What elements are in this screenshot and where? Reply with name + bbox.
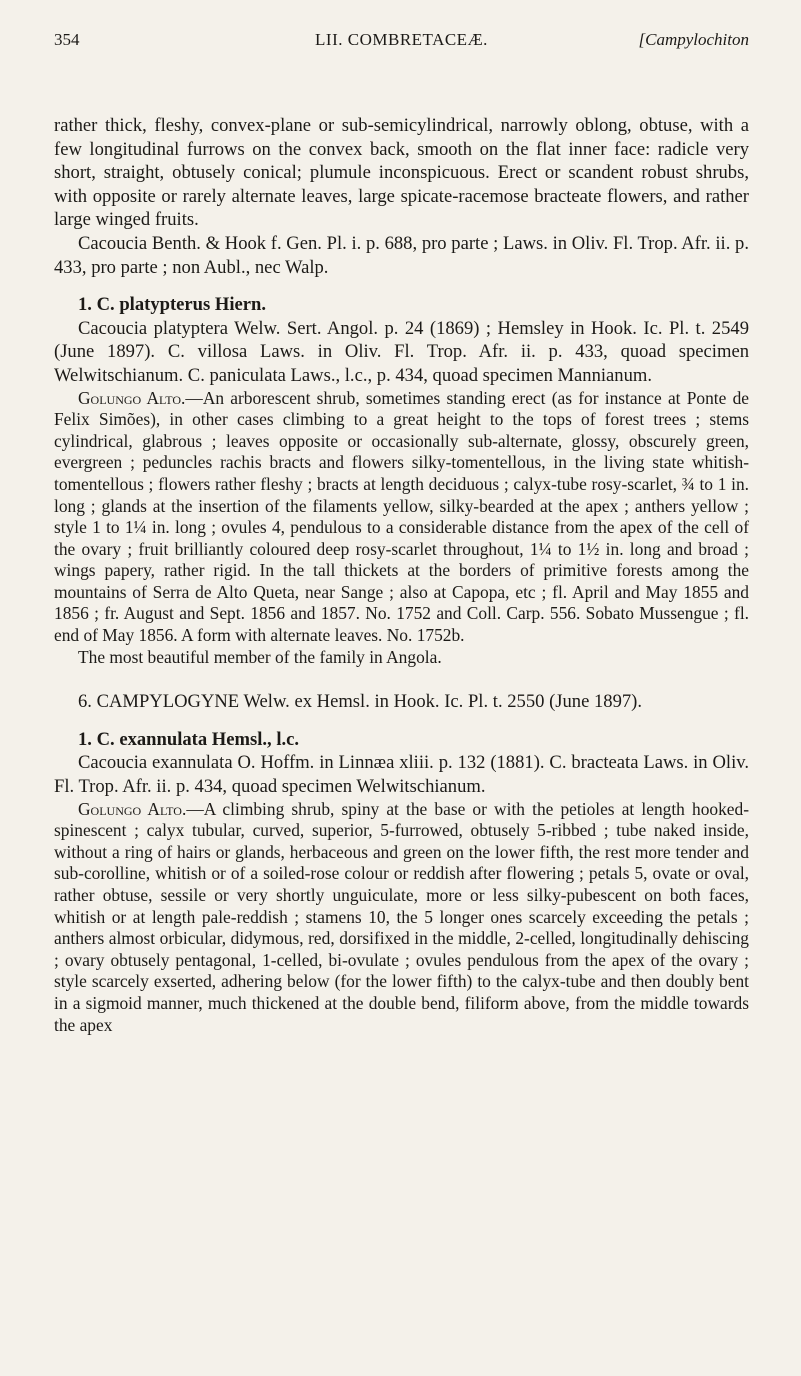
species-synonymy-platypterus: Cacoucia platyptera Welw. Sert. Angol. p. 24 (1869) ; Hemsley in Hook. Ic. Pl. t. 2549 (June 1897). C. villosa Laws. in Oliv. Fl. Trop. Afr. ii. p. 433, quoad specimen Welwitschianum. C. paniculata Laws., l.c., p. 434, quoad specimen Mannianum. bbox=[54, 317, 749, 386]
species-note-platypterus: The most beautiful member of the family in Angola. bbox=[78, 646, 442, 667]
genus-heading-campylogyne: 6. CAMPYLOGYNE Welw. ex Hemsl. in Hook. Ic. Pl. t. 2550 (June 1897). bbox=[78, 691, 643, 713]
description-text-2: —A climbing shrub, spiny at the base or with the petioles at length hooked-spinescent ; calyx tubular, curved, superior, 5-furrowed, obtusely 5-ribbed ; tube naked inside, without a ring of hairs or glands, herbaceous and green on the lower fifth, the rest more tender and sub-corolline, whitish or of a soiled-rose colour or reddish after flowering ; petals 5, ovate or oval, rather obtuse, sessile or very shortly unguiculate, more or less silky-pubescent on both faces, whitish or at length pale-reddish ; stamens 10, the 5 longer ones scarcely exceeding the petals ; anthers almost orbicular, didymous, red, dorsifixed in the middle, 2-celled, longitudinally dehiscing ; ovary obtusely pentagonal, 1-celled, bi-ovulate ; ovules pendulous from the apex of the ovary ; style scarcely exserted, adhering below (for the lower fifth) to the calyx-tube and then doubly bent in a sigmoid manner, much thickened at the double bend, filiform above, from the middle towards the apex bbox=[54, 798, 749, 1035]
genus-running-title: [Campylochiton bbox=[638, 30, 749, 49]
species-description-exannulata bbox=[54, 799, 749, 1037]
species-heading-platypterus: 1. C. platypterus Hiern. bbox=[78, 294, 266, 316]
description-text: —An arborescent shrub, sometimes standing erect (as for instance at Ponte de Felix Simões), in other cases climbing to a great height to the tops of forest trees ; stems cylindrical, glabrous ; leaves opposite or occasionally sub-alternate, glossy, obscurely green, evergreen ; peduncles rachis bracts and flowers silky-tomentellous, in the living state whitish-tomentellous ; flowers rather fleshy ; bracts at length deciduous ; calyx-tube rosy-scarlet, ¾ to 1 in. long ; glands at the insertion of the filaments yellow, silky-bearded at the apex ; anthers yellow ; style 1 to 1¼ in. long ; ovules 4, pendulous to a considerable distance from the apex of the cell of the ovary ; fruit brilliantly coloured deep rosy-scarlet throughout, 1¼ to 1½ in. long and broad ; wings papery, rather rigid. In the tall thickets at the borders of primitive forests among the mountains of Serra de Alto Queta, near Sange ; also at Capopa, etc ; fl. April and May 1855 and 1856 ; fr. August and Sept. 1856 and 1857. No. 1752 and Coll. Carp. 556. Sobato Mussengue ; fl. end of May 1856. A form with alternate leaves. No. 1752b. bbox=[54, 387, 750, 646]
running-header bbox=[54, 30, 749, 56]
page-number: 354 bbox=[54, 30, 80, 49]
species-heading-exannulata: 1. C. exannulata Hemsl., l.c. bbox=[78, 728, 300, 750]
species-synonymy-exannulata: Cacoucia exannulata O. Hoffm. in Linnæa xliii. p. 132 (1881). C. bracteata Laws. in Oliv. Fl. Trop. Afr. ii. p. 434, quoad specimen Welwitschianum. bbox=[54, 752, 749, 798]
paragraph-genus-citation: Cacoucia Benth. & Hook f. Gen. Pl. i. p. 688, pro parte ; Laws. in Oliv. Fl. Trop. Afr. ii. p. 433, pro parte ; non Aubl., nec Walp. bbox=[54, 232, 749, 278]
chapter-title: LII. COMBRETACEÆ. bbox=[315, 30, 488, 49]
paragraph-continuation: rather thick, fleshy, convex-plane or sub-semicylindrical, narrowly oblong, obtuse, with a few longitudinal furrows on the convex back, smooth on the flat inner face: radicle very short, straight, obtusely conical; plumule inconspicuous. Erect or scandent robust shrubs, with opposite or rarely alternate leaves, large spicate-racemose bracteate flowers, and rather large winged fruits. bbox=[54, 115, 749, 231]
species-description-platypterus bbox=[54, 388, 749, 647]
locality-golungo-alto-2: Golungo Alto. bbox=[78, 798, 187, 819]
locality-golungo-alto: Golungo Alto. bbox=[78, 387, 186, 408]
